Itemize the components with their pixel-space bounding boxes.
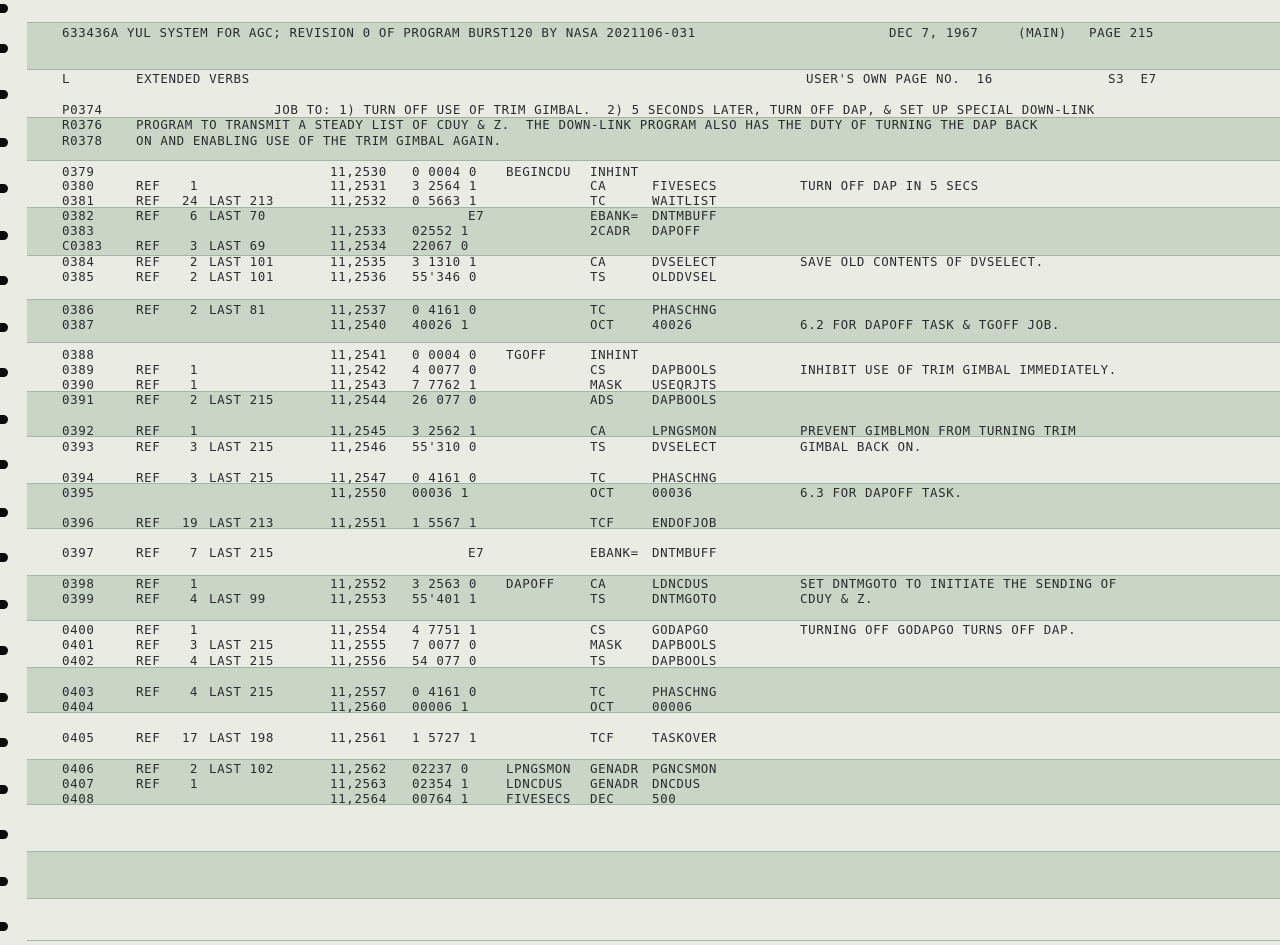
line-number: 0403 bbox=[62, 684, 95, 699]
octal-word: 7 7762 1 bbox=[412, 377, 478, 392]
operand: OLDDVSEL bbox=[652, 269, 718, 284]
address: 11,2562 bbox=[330, 761, 387, 776]
feed-hole bbox=[0, 738, 8, 747]
operand: DNTMBUFF bbox=[652, 545, 718, 560]
comment-line-number: R0376 bbox=[62, 117, 103, 132]
operand: 00036 bbox=[652, 485, 693, 500]
line-number: 0400 bbox=[62, 622, 95, 637]
octal-word: 22067 0 bbox=[412, 238, 469, 253]
ref-label: REF bbox=[136, 515, 161, 530]
address: 11,2552 bbox=[330, 576, 387, 591]
opcode: DEC bbox=[590, 791, 615, 806]
address: 11,2535 bbox=[330, 254, 387, 269]
row-comment: GIMBAL BACK ON. bbox=[800, 439, 922, 454]
opcode: CA bbox=[590, 178, 607, 193]
operand: DNTMBUFF bbox=[652, 208, 718, 223]
opcode: TS bbox=[590, 439, 607, 454]
ref-label: REF bbox=[136, 238, 161, 253]
last-ref: LAST 215 bbox=[209, 470, 275, 485]
row-comment: PREVENT GIMBLMON FROM TURNING TRIM bbox=[800, 423, 1077, 438]
feed-hole bbox=[0, 830, 8, 839]
opcode: GENADR bbox=[590, 761, 639, 776]
line-number: 0380 bbox=[62, 178, 95, 193]
line-number: 0401 bbox=[62, 637, 95, 652]
opcode: CS bbox=[590, 362, 607, 377]
ref-label: REF bbox=[136, 423, 161, 438]
ref-label: REF bbox=[136, 637, 161, 652]
feed-hole bbox=[0, 368, 8, 377]
operand: WAITLIST bbox=[652, 193, 718, 208]
ref-label: REF bbox=[136, 576, 161, 591]
operand: DNCDUS bbox=[652, 776, 701, 791]
row-comment: INHIBIT USE OF TRIM GIMBAL IMMEDIATELY. bbox=[800, 362, 1117, 377]
address: 11,2560 bbox=[330, 699, 387, 714]
octal-word: 55'401 1 bbox=[412, 591, 478, 606]
feed-hole bbox=[0, 323, 8, 332]
ref-count: 24 bbox=[182, 193, 199, 208]
ref-count: 3 bbox=[189, 470, 198, 485]
symbol-label: TGOFF bbox=[506, 347, 547, 362]
ref-label: REF bbox=[136, 362, 161, 377]
comment-line-number: R0378 bbox=[62, 133, 103, 148]
last-ref: LAST 101 bbox=[209, 269, 275, 284]
opcode: EBANK= bbox=[590, 208, 639, 223]
opcode: INHINT bbox=[590, 347, 639, 362]
symbol-label: LDNCDUS bbox=[506, 776, 563, 791]
opcode: 2CADR bbox=[590, 223, 631, 238]
band-rule bbox=[27, 898, 1280, 899]
ref-count: 19 bbox=[182, 515, 199, 530]
ref-label: REF bbox=[136, 776, 161, 791]
operand: DVSELECT bbox=[652, 439, 718, 454]
opcode: TC bbox=[590, 193, 607, 208]
feed-hole bbox=[0, 90, 8, 99]
operand: PHASCHNG bbox=[652, 684, 718, 699]
octal-word: 02237 0 bbox=[412, 761, 469, 776]
symbol-label: FIVESECS bbox=[506, 791, 572, 806]
last-ref: LAST 70 bbox=[209, 208, 266, 223]
band-rule bbox=[27, 759, 1280, 760]
ref-count: 1 bbox=[189, 576, 198, 591]
operand: DAPBOOLS bbox=[652, 653, 718, 668]
address: 11,2561 bbox=[330, 730, 387, 745]
band-rule bbox=[27, 940, 1280, 941]
line-number: 0405 bbox=[62, 730, 95, 745]
line-number: 0388 bbox=[62, 347, 95, 362]
line-number: 0384 bbox=[62, 254, 95, 269]
last-ref: LAST 198 bbox=[209, 730, 275, 745]
opcode: TC bbox=[590, 302, 607, 317]
address: 11,2563 bbox=[330, 776, 387, 791]
address: 11,2531 bbox=[330, 178, 387, 193]
address: 11,2540 bbox=[330, 317, 387, 332]
ref-count: 2 bbox=[189, 392, 198, 407]
address: 11,2547 bbox=[330, 470, 387, 485]
operand: PHASCHNG bbox=[652, 302, 718, 317]
ref-count: 6 bbox=[189, 208, 198, 223]
address: 11,2544 bbox=[330, 392, 387, 407]
ref-label: REF bbox=[136, 377, 161, 392]
line-number: 0381 bbox=[62, 193, 95, 208]
line-number: 0392 bbox=[62, 423, 95, 438]
header-main: (MAIN) bbox=[1018, 25, 1067, 40]
band-rule bbox=[27, 299, 1280, 300]
operand: 00006 bbox=[652, 699, 693, 714]
last-ref: LAST 99 bbox=[209, 591, 266, 606]
opcode: OCT bbox=[590, 317, 615, 332]
comment-line-text: PROGRAM TO TRANSMIT A STEADY LIST OF CDUY & Z. THE DOWN-LINK PROGRAM ALSO HAS THE DUTY OF TURNING THE DAP BACK bbox=[136, 117, 1038, 132]
opcode: ADS bbox=[590, 392, 615, 407]
ref-count: 1 bbox=[189, 377, 198, 392]
operand: DNTMGOTO bbox=[652, 591, 718, 606]
ref-count: 2 bbox=[189, 302, 198, 317]
feed-hole bbox=[0, 600, 8, 609]
operand: DAPBOOLS bbox=[652, 392, 718, 407]
ref-count: 1 bbox=[189, 362, 198, 377]
operand: DAPBOOLS bbox=[652, 637, 718, 652]
last-ref: LAST 213 bbox=[209, 193, 275, 208]
octal-word: 0 0004 0 bbox=[412, 164, 478, 179]
comment-line-number: P0374 bbox=[62, 102, 103, 117]
octal-word: 3 2563 0 bbox=[412, 576, 478, 591]
band-rule bbox=[27, 160, 1280, 161]
address: 11,2550 bbox=[330, 485, 387, 500]
operand: ENDOFJOB bbox=[652, 515, 718, 530]
address: 11,2555 bbox=[330, 637, 387, 652]
ref-count: 3 bbox=[189, 238, 198, 253]
address: 11,2530 bbox=[330, 164, 387, 179]
ref-count: 3 bbox=[189, 439, 198, 454]
operand: FIVESECS bbox=[652, 178, 718, 193]
ref-count: 2 bbox=[189, 254, 198, 269]
operand: PGNCSMON bbox=[652, 761, 718, 776]
ref-label: REF bbox=[136, 684, 161, 699]
address: 11,2537 bbox=[330, 302, 387, 317]
opcode: TS bbox=[590, 591, 607, 606]
operand: LDNCDUS bbox=[652, 576, 709, 591]
ref-label: REF bbox=[136, 545, 161, 560]
last-ref: LAST 213 bbox=[209, 515, 275, 530]
symbol-label: DAPOFF bbox=[506, 576, 555, 591]
opcode: TC bbox=[590, 684, 607, 699]
opcode: MASK bbox=[590, 637, 623, 652]
ref-count: 4 bbox=[189, 684, 198, 699]
octal-word: E7 bbox=[468, 545, 485, 560]
ref-label: REF bbox=[136, 622, 161, 637]
row-comment: SET DNTMGOTO TO INITIATE THE SENDING OF bbox=[800, 576, 1117, 591]
ref-count: 4 bbox=[189, 591, 198, 606]
octal-word: 02354 1 bbox=[412, 776, 469, 791]
octal-word: 3 1310 1 bbox=[412, 254, 478, 269]
last-ref: LAST 215 bbox=[209, 637, 275, 652]
line-number: 0402 bbox=[62, 653, 95, 668]
line-number: 0395 bbox=[62, 485, 95, 500]
address: 11,2554 bbox=[330, 622, 387, 637]
feed-hole bbox=[0, 44, 8, 53]
line-number: 0385 bbox=[62, 269, 95, 284]
operand: GODAPGO bbox=[652, 622, 709, 637]
line-number: 0394 bbox=[62, 470, 95, 485]
last-ref: LAST 215 bbox=[209, 545, 275, 560]
ref-label: REF bbox=[136, 269, 161, 284]
octal-word: 0 4161 0 bbox=[412, 470, 478, 485]
octal-word: 0 4161 0 bbox=[412, 684, 478, 699]
line-number: 0407 bbox=[62, 776, 95, 791]
ref-count: 7 bbox=[189, 545, 198, 560]
address: 11,2533 bbox=[330, 223, 387, 238]
opcode: CA bbox=[590, 254, 607, 269]
line-number: 0383 bbox=[62, 223, 95, 238]
operand: TASKOVER bbox=[652, 730, 718, 745]
band-rule bbox=[27, 22, 1280, 23]
last-ref: LAST 69 bbox=[209, 238, 266, 253]
feed-hole bbox=[0, 785, 8, 794]
ref-label: REF bbox=[136, 730, 161, 745]
operand: DAPOFF bbox=[652, 223, 701, 238]
octal-word: 55'346 0 bbox=[412, 269, 478, 284]
octal-word: 0 4161 0 bbox=[412, 302, 478, 317]
line-number: 0398 bbox=[62, 576, 95, 591]
ref-count: 4 bbox=[189, 653, 198, 668]
address: 11,2545 bbox=[330, 423, 387, 438]
last-ref: LAST 215 bbox=[209, 653, 275, 668]
operand: 500 bbox=[652, 791, 677, 806]
band-rule bbox=[27, 620, 1280, 621]
operand: PHASCHNG bbox=[652, 470, 718, 485]
users-page-number: USER'S OWN PAGE NO. 16 bbox=[806, 71, 993, 86]
band-rule bbox=[27, 342, 1280, 343]
line-number: 0408 bbox=[62, 791, 95, 806]
ref-label: REF bbox=[136, 208, 161, 223]
feed-hole bbox=[0, 4, 8, 13]
operand: DVSELECT bbox=[652, 254, 718, 269]
ref-count: 1 bbox=[189, 178, 198, 193]
comment-line-text: JOB TO: 1) TURN OFF USE OF TRIM GIMBAL. 2) 5 SECONDS LATER, TURN OFF DAP, & SET UP SPECIAL DOWN-LINK bbox=[136, 102, 1095, 117]
opcode: EBANK= bbox=[590, 545, 639, 560]
section-title: EXTENDED VERBS bbox=[136, 71, 250, 86]
octal-word: 00764 1 bbox=[412, 791, 469, 806]
ref-count: 1 bbox=[189, 423, 198, 438]
opcode: TS bbox=[590, 653, 607, 668]
row-comment: TURNING OFF GODAPGO TURNS OFF DAP. bbox=[800, 622, 1077, 637]
feed-hole bbox=[0, 138, 8, 147]
octal-word: 3 2562 1 bbox=[412, 423, 478, 438]
address: 11,2534 bbox=[330, 238, 387, 253]
octal-word: 54 077 0 bbox=[412, 653, 478, 668]
octal-word: 02552 1 bbox=[412, 223, 469, 238]
last-ref: LAST 101 bbox=[209, 254, 275, 269]
feed-hole bbox=[0, 508, 8, 517]
band-rule bbox=[27, 851, 1280, 852]
feed-hole bbox=[0, 646, 8, 655]
line-number: 0386 bbox=[62, 302, 95, 317]
operand: LPNGSMON bbox=[652, 423, 718, 438]
last-ref: LAST 102 bbox=[209, 761, 275, 776]
last-ref: LAST 215 bbox=[209, 439, 275, 454]
octal-word: 40026 1 bbox=[412, 317, 469, 332]
line-number: 0391 bbox=[62, 392, 95, 407]
line-number: 0387 bbox=[62, 317, 95, 332]
address: 11,2553 bbox=[330, 591, 387, 606]
address: 11,2551 bbox=[330, 515, 387, 530]
octal-word: 4 0077 0 bbox=[412, 362, 478, 377]
opcode: TS bbox=[590, 269, 607, 284]
opcode: TC bbox=[590, 470, 607, 485]
feed-hole bbox=[0, 276, 8, 285]
ref-label: REF bbox=[136, 439, 161, 454]
line-number: 0390 bbox=[62, 377, 95, 392]
address: 11,2543 bbox=[330, 377, 387, 392]
ref-count: 17 bbox=[182, 730, 199, 745]
octal-word: 0 5663 1 bbox=[412, 193, 478, 208]
octal-word: 7 0077 0 bbox=[412, 637, 478, 652]
row-comment: 6.3 FOR DAPOFF TASK. bbox=[800, 485, 963, 500]
ref-count: 1 bbox=[189, 622, 198, 637]
line-number: 0382 bbox=[62, 208, 95, 223]
band-rule bbox=[27, 69, 1280, 70]
octal-word: 00006 1 bbox=[412, 699, 469, 714]
row-comment: SAVE OLD CONTENTS OF DVSELECT. bbox=[800, 254, 1044, 269]
feed-hole bbox=[0, 460, 8, 469]
last-ref: LAST 81 bbox=[209, 302, 266, 317]
line-number: 0404 bbox=[62, 699, 95, 714]
address: 11,2546 bbox=[330, 439, 387, 454]
operand: 40026 bbox=[652, 317, 693, 332]
octal-word: 1 5727 1 bbox=[412, 730, 478, 745]
line-number: 0406 bbox=[62, 761, 95, 776]
address: 11,2536 bbox=[330, 269, 387, 284]
row-comment: CDUY & Z. bbox=[800, 591, 874, 606]
octal-word: E7 bbox=[468, 208, 485, 223]
page-code: S3 E7 bbox=[1108, 71, 1157, 86]
opcode: TCF bbox=[590, 730, 615, 745]
opcode: MASK bbox=[590, 377, 623, 392]
header-title: 633436A YUL SYSTEM FOR AGC; REVISION 0 OF PROGRAM BURST120 BY NASA 2021106-031 bbox=[62, 25, 696, 40]
line-number: 0397 bbox=[62, 545, 95, 560]
opcode: OCT bbox=[590, 485, 615, 500]
ref-label: REF bbox=[136, 470, 161, 485]
operand: USEQRJTS bbox=[652, 377, 718, 392]
address: 11,2542 bbox=[330, 362, 387, 377]
header-date: DEC 7, 1967 bbox=[889, 25, 979, 40]
operand: DAPBOOLS bbox=[652, 362, 718, 377]
octal-word: 55'310 0 bbox=[412, 439, 478, 454]
last-ref: LAST 215 bbox=[209, 684, 275, 699]
symbol-label: BEGINCDU bbox=[506, 164, 572, 179]
opcode: TCF bbox=[590, 515, 615, 530]
opcode: OCT bbox=[590, 699, 615, 714]
ref-label: REF bbox=[136, 392, 161, 407]
address: 11,2541 bbox=[330, 347, 387, 362]
octal-word: 4 7751 1 bbox=[412, 622, 478, 637]
header-page: PAGE 215 bbox=[1089, 25, 1155, 40]
feed-hole bbox=[0, 415, 8, 424]
line-number: 0379 bbox=[62, 164, 95, 179]
ref-label: REF bbox=[136, 178, 161, 193]
symbol-label: LPNGSMON bbox=[506, 761, 572, 776]
comment-line-text: ON AND ENABLING USE OF THE TRIM GIMBAL AGAIN. bbox=[136, 133, 502, 148]
ref-count: 1 bbox=[189, 776, 198, 791]
ref-label: REF bbox=[136, 193, 161, 208]
opcode: INHINT bbox=[590, 164, 639, 179]
feed-hole bbox=[0, 553, 8, 562]
opcode: CA bbox=[590, 423, 607, 438]
line-number: 0399 bbox=[62, 591, 95, 606]
address: 11,2556 bbox=[330, 653, 387, 668]
ref-label: REF bbox=[136, 761, 161, 776]
line-number: 0396 bbox=[62, 515, 95, 530]
ref-label: REF bbox=[136, 254, 161, 269]
octal-word: 26 077 0 bbox=[412, 392, 478, 407]
feed-hole bbox=[0, 693, 8, 702]
ref-label: REF bbox=[136, 653, 161, 668]
line-number: C0383 bbox=[62, 238, 103, 253]
green-bar-band bbox=[27, 851, 1280, 898]
ref-label: REF bbox=[136, 591, 161, 606]
row-comment: 6.2 FOR DAPOFF TASK & TGOFF JOB. bbox=[800, 317, 1061, 332]
opcode: GENADR bbox=[590, 776, 639, 791]
address: 11,2532 bbox=[330, 193, 387, 208]
address: 11,2557 bbox=[330, 684, 387, 699]
ref-count: 3 bbox=[189, 637, 198, 652]
last-ref: LAST 215 bbox=[209, 392, 275, 407]
octal-word: 1 5567 1 bbox=[412, 515, 478, 530]
ref-count: 2 bbox=[189, 269, 198, 284]
address: 11,2564 bbox=[330, 791, 387, 806]
row-comment: TURN OFF DAP IN 5 SECS bbox=[800, 178, 979, 193]
opcode: CS bbox=[590, 622, 607, 637]
feed-hole bbox=[0, 231, 8, 240]
feed-hole bbox=[0, 922, 8, 931]
ref-label: REF bbox=[136, 302, 161, 317]
ref-count: 2 bbox=[189, 761, 198, 776]
line-number: 0393 bbox=[62, 439, 95, 454]
feed-hole bbox=[0, 877, 8, 886]
octal-word: 00036 1 bbox=[412, 485, 469, 500]
opcode: CA bbox=[590, 576, 607, 591]
header-l: L bbox=[62, 71, 71, 86]
octal-word: 0 0004 0 bbox=[412, 347, 478, 362]
feed-hole bbox=[0, 184, 8, 193]
line-number: 0389 bbox=[62, 362, 95, 377]
octal-word: 3 2564 1 bbox=[412, 178, 478, 193]
